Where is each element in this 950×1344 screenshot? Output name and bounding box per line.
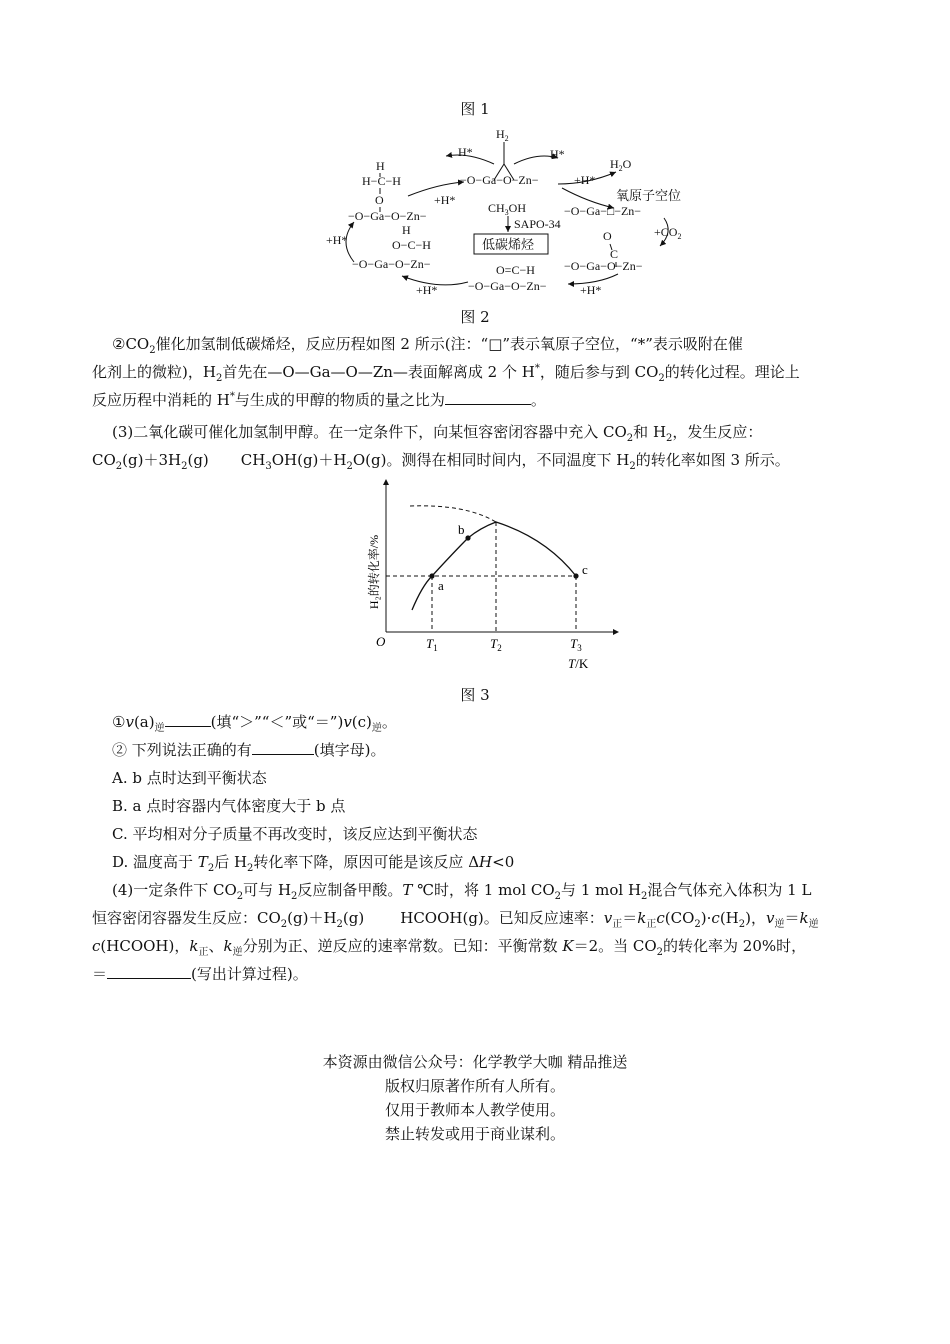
- y-axis-label: H₂的转化率/%: [367, 534, 381, 610]
- surface-right: −O−Ga−O−Zn−: [564, 259, 643, 273]
- atom-o-top-left: O: [375, 193, 384, 207]
- point-label-b: b: [458, 522, 465, 537]
- atom-o-co2: O: [603, 229, 612, 243]
- plus-hstar-top-left: +H*: [434, 193, 456, 207]
- point-b: [465, 535, 470, 540]
- sapo-label: SAPO-34: [514, 217, 561, 231]
- option-a: A. b 点时达到平衡状态: [112, 769, 267, 787]
- figure-3-caption: 图 3: [460, 686, 490, 704]
- origin-label: O: [376, 634, 386, 649]
- q4-line3: c(HCOOH)，$k_正$、$k_逆$分别为正、逆反应的速率常数。已知：平衡常数 K＝2。当 $CO_2$的转化率为 20%时，: [92, 937, 807, 958]
- point-a: [429, 573, 434, 578]
- point-c: [573, 573, 578, 578]
- figure-2-caption: 图 2: [460, 308, 490, 326]
- answer-blank-ratio[interactable]: [445, 390, 531, 405]
- plus-hstar-left: +H*: [326, 233, 348, 247]
- h2o-label: $H_2O$: [610, 157, 632, 173]
- hstar-left-label: H*: [458, 145, 473, 159]
- plus-hstar-bottom-right: +H*: [580, 283, 602, 297]
- x-tick-label-1: $T_1$: [426, 636, 438, 653]
- surface-bottom-left: −O−Ga−O−Zn−: [352, 257, 431, 271]
- q4-line2: 恒容密闭容器发生反应：$CO_2(g)+H_2(g)$ HCOOH(g)。已知反应速率：$v_正=k_正c(CO_2)\cdot c(H_2)$，$v_逆=k_逆$: [92, 909, 819, 930]
- q4-line1: (4)一定条件下 $CO_2$可与 $H_2$反应制备甲酸。T ℃时，将 1 mol $CO_2$与 1 mol $H_2$混合气体充入体积为 1 L: [112, 881, 812, 902]
- measured-curve: [412, 522, 576, 610]
- footer-line-1: 本资源由微信公众号：化学教学大咖 精品推送: [322, 1053, 628, 1071]
- plus-hstar-bottom-left: +H*: [416, 283, 438, 297]
- point-label-a: a: [438, 578, 444, 593]
- q3-line2: $CO_2(g)+3H_2(g)$ $CH_3OH(g)+H_2O(g)$。测得在相同时间内，不同温度下 $H_2$的转化率如图 3 所示。: [92, 451, 790, 472]
- q3-line1: (3)二氧化碳可催化加氢制甲醇。在一定条件下，向某恒容密闭容器中充入 $CO_2$和 $H_2$，发生反应：: [112, 423, 763, 444]
- option-d: D. 温度高于 $T_2$后 $H_2$转化率下降，原因可能是该反应 ΔH<0: [112, 853, 515, 874]
- atom-h-mid: H: [402, 223, 411, 237]
- footer-line-3: 仅用于教师本人教学使用。: [384, 1101, 565, 1119]
- surface-bottom: −O−Ga−O−Zn−: [468, 279, 547, 293]
- atom-c-co2: C: [610, 247, 619, 261]
- oxygen-vacancy-label: 氧原子空位: [616, 188, 682, 203]
- answer-blank-options[interactable]: [252, 740, 314, 755]
- x-tick-label-2: $T_2$: [490, 636, 502, 653]
- footer-line-2: 版权归原著作所有人所有。: [384, 1077, 565, 1095]
- methoxy-label: O−C−H: [392, 238, 431, 252]
- plus-hstar-top-right: +H*: [574, 173, 596, 187]
- footer-line-4: 禁止转发或用于商业谋利。: [384, 1125, 565, 1143]
- h2-label: $H_2$: [496, 127, 509, 143]
- surface-vacancy: −O−Ga−□−Zn−: [564, 204, 642, 218]
- methylene-label: H−C−H: [362, 174, 401, 188]
- q2-2-line1: $②CO_2$催化加氢制低碳烯烃，反应历程如图 2 所示(注：“□”表示氧原子空位，“*”表示吸附在催: [112, 335, 743, 356]
- q2-2-line3: 反应历程中消耗的 H*与生成的甲醇的物质的量之比为 。: [92, 391, 546, 409]
- surface-top: −O−Ga−O−Zn−: [460, 173, 539, 187]
- x-axis-label: T/K: [568, 656, 589, 671]
- answer-blank-calc[interactable]: [107, 964, 191, 979]
- q4-line4: ＝ (写出计算过程)。: [92, 965, 308, 983]
- option-b: B. a 点时容器内气体密度大于 b 点: [112, 797, 346, 815]
- option-c: C. 平均相对分子质量不再改变时，该反应达到平衡状态: [112, 825, 478, 843]
- conversion-chart: [356, 474, 636, 684]
- plus-co2-label: $+CO_2$: [654, 225, 682, 241]
- hstar-right-label: H*: [550, 147, 565, 161]
- product-box-label: 低碳烯烃: [482, 237, 535, 252]
- q2-2-line2: 化剂上的微粒)，$H_2$首先在—O—Ga—O—Zn—表面解离成 2 个 H*，随后参与到 $CO_2$的转化过程。理论上: [92, 363, 800, 384]
- surface-top-left: −O−Ga−O−Zn−: [348, 209, 427, 223]
- figure-1-caption: 图 1: [460, 100, 490, 118]
- q3-sub2: ② 下列说法正确的有 (填字母)。: [112, 741, 386, 759]
- formate-label: O=C−H: [496, 263, 535, 277]
- x-tick-label-3: $T_3$: [570, 636, 582, 653]
- atom-h-top: H: [376, 159, 385, 173]
- point-label-c: c: [582, 562, 588, 577]
- equilibrium-curve: [410, 506, 496, 522]
- q3-sub1: $①v(a)_逆$ (填“＞”“＜”或“$=”)v(c)_逆$。: [112, 713, 397, 734]
- answer-blank-v-compare[interactable]: [165, 712, 211, 727]
- reaction-mechanism-diagram: [318, 122, 698, 300]
- ch3oh-label: $CH_3OH$: [488, 201, 527, 217]
